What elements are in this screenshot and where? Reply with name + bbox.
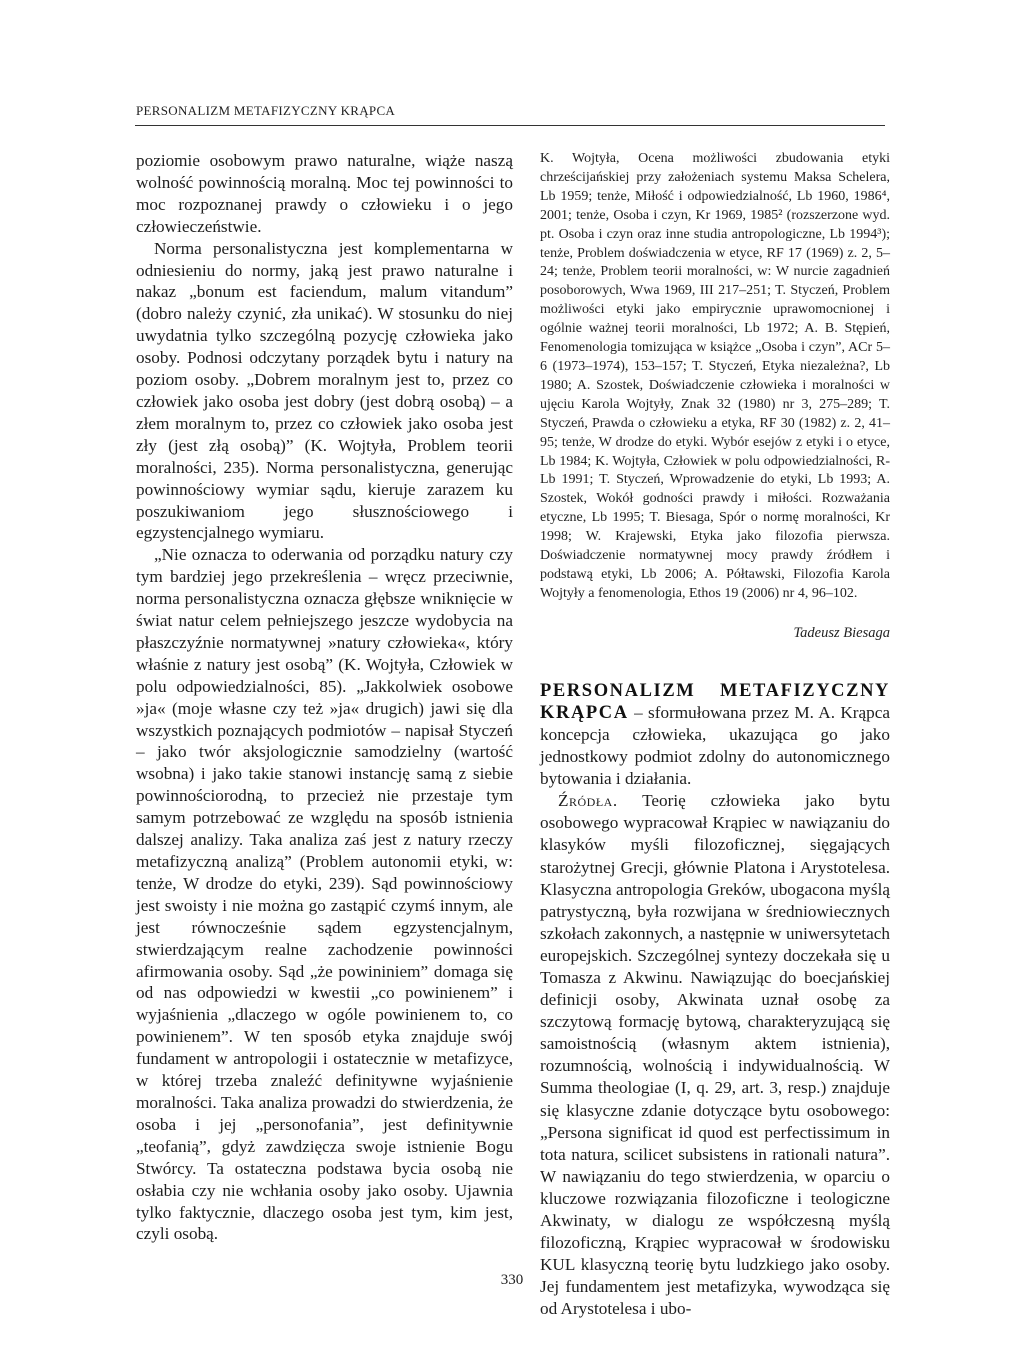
article-author: Tadeusz Biesaga	[793, 624, 890, 641]
encyclopedia-entry	[540, 680, 890, 1321]
sources-label: Źródła.	[558, 791, 618, 811]
paragraph: Norma personalistyczna jest komplementarna w odniesieniu do normy, jaką jest prawo naturalne i nakaz „bonum est faciendum, malum vitandum” (dobro należy czynić, zła unikać). W stosunku do niej uwydatnia tylko szczególną pozycję człowieka jako osoby. Podnosi odczytany porządek bytu i natury na poziom osoby. „Dobrem moralnym jest to, przez co człowiek jako osoba jest dobry (jest dobrą osobą) – a złem moralnym to, przez co człowiek jako osoba jest zły (jest złą osobą)” (K. Wojtyła, Problem teorii moralności, 235). Norma personalistyczna, generując powinnościowy wymiar sądu, kieruje zarazem ku poszukiwaniom jego słusznościowego i egzystencjalnego wymiaru.	[136, 238, 513, 543]
page-number: 330	[500, 1272, 524, 1288]
left-column	[136, 150, 513, 1245]
paragraph: poziomie osobowym prawo naturalne, wiąże naszą wolność powinnością moralną. Moc tej powinności to moc rozpoznanej prawdy o człowieku i o jego człowieczeństwie.	[136, 151, 513, 236]
paragraph: „Nie oznacza to oderwania od porządku natury czy tym bardziej jego przekreślenia – wręcz przeciwnie, norma personalistyczna oznacza głębsze wniknięcie w świat natur celem pełniejszego jeszcze wydobycia na płaszczyźnie normatywnej »natury człowieka«, który właśnie z natury jest osobą” (K. Wojtyła, Człowiek w polu odpowiedzialności, 85). „Jakkolwiek osobowe »ja« (moje własne czy też »ja« drugich) jawi się dla wszystkich poznających podmiotów – napisał Styczeń – jako twór aksjologicznie samodzielny (wartość wsobna) i jako takie stanowi instancję samą z siebie powinnościorodną, to przecież nie przestaje tym samym potrzebować ze względu na sposób istnienia dalszej analizy. Taka analiza zaś jest z natury rzeczy metafizyczną analizą” (Problem autonomii etyki, w: tenże, W drodze do etyki, 239). Sąd powinnościowy jest swoisty i nie można go zastąpić czymś innym, ale jest równocześnie sądem egzystencjalnym, stwierdzającym realne zachodzenie powinności afirmowania osoby. Sąd „że powininiem” domaga się od nas odpowiedzi w kwestii „co powinienem” i wyjaśnienia „dlaczego w ogóle powinienem to, co powinienem”. W ten sposób etyka znajduje swój fundament w antropologii i ostatecznie w metafizyce, w której trzeba znaleźć definitywne wyjaśnienie moralności. Taka analiza prowadzi do stwierdzenia, że osoba i jej „personofania”, jest definitywnie „teofanią”, gdyż zawdzięcza swoje istnienie Bogu Stwórcy. Ta ostateczna podstawa bycia osobą nie osłabia czy nie wchłania osoby jako osoby. Ujawnia tylko faktycznie, dlaczego osoba jest tym, kim jest, czyli osobą.	[136, 545, 513, 1244]
entry-lead	[540, 680, 890, 790]
right-column	[540, 150, 890, 1320]
sources-text: Teorię człowieka jako bytu osobowego wypracował Krąpiec w nawiązaniu do klasyków myśli filozoficznej, sięgających starożytnej Grecji, głównie Platona i Arystotelesa. Klasyczna antropologia Greków, ubogacona myślą patrystyczną, była rozwijana w średniowiecznych szkołach zakonnych, a następnie w uniwersytetach europejskich. Szczególnej syntezy doczekała się u Tomasza z Akwinu. Nawiązując do boecjańskiej definicji osoby, Akwinata uznał osobę za szczytową formację bytową, charakteryzującą się samoistnością (własnym aktem istnienia), rozumnością, wolnością i indywidualnością. W Summa theologiae (I, q. 29, art. 3, resp.) znajduje się klasyczne zdanie dotyczące bytu osobowego: „Persona significat id quod est perfectissimum in tota natura, scilicet subsistens in rationali natura”. W nawiązaniu do tego stwierdzenia, w oparciu o kluczowe rozwiązania filozoficzne i teologiczne Akwinaty, w dialogu ze współczesną myślą filozoficzną, Krąpiec wypracował w środowisku KUL klasyczną teorię bytu ludzkiego jako osoby. Jej fundamentem jest metafizyka, wywodząca się od Arystotelesa i ubo-	[540, 791, 890, 1319]
header-rule	[135, 125, 885, 126]
entry-definition: – sformułowana przez M. A. Krąpca koncepcja człowieka, ukazująca go jako jednostkowy podmiot zdolny do autonomicznego bytowania i działania.	[540, 702, 890, 789]
entry-sources	[540, 790, 890, 1320]
bibliography: K. Wojtyła, Ocena możliwości zbudowania etyki chrześcijańskiej przy założeniach systemu Maksa Schelera, Lb 1959; tenże, Miłość i odpowiedzialność, Lb 1960, 1986⁴, 2001; tenże, Osoba i czyn, Kr 1969, 1985² (rozszerzone wyd. pt. Osoba i czyn oraz inne studia antropologiczne, Lb 1994³); tenże, Problem doświadczenia w etyce, RF 17 (1969) z. 2, 5–24; tenże, Problem teorii moralności, w: W nurcie zagadnień posoborowych, Wwa 1969, III 217–251; T. Styczeń, Problem możliwości etyki jako empirycznie uprawomocnionej i ogólnie ważnej teorii moralności, Lb 1972; A. B. Stępień, Fenomenologia tomizująca w książce „Osoba i czyn”, ACr 5–6 (1973–1974), 153–157; T. Styczeń, Etyka niezależna?, Lb 1980; A. Szostek, Doświadczenie człowieka i moralności w ujęciu Karola Wojtyły, Znak 32 (1980) nr 3, 275–289; T. Styczeń, Prawda o człowieku a etyka, RF 30 (1982) z. 2, 41–95; tenże, W drodze do etyki. Wybór esejów z etyki i o etyce, Lb 1984; K. Wojtyła, Człowiek w polu odpowiedzialności, R-Lb 1991; T. Styczeń, Wprowadzenie do etyki, Lb 1993; A. Szostek, Wokół godności prawdy i miłości. Rozważania etyczne, Lb 1995; T. Biesaga, Spór o normę moralności, Kr 1998; W. Krajewski, Etyka jako filozofia pierwsza. Doświadczenie normatywnej mocy prawdy źródłem i podstawą etyki, Lb 2006; A. Półtawski, Filozofia Karola Wojtyły a fenomenologia, Ethos 19 (2006) nr 4, 96–102.	[540, 151, 890, 601]
entry-headword: PERSONALIZM METAFIZYCZNY KRĄPCA	[540, 680, 890, 723]
running-head: PERSONALIZM METAFIZYCZNY KRĄPCA	[136, 103, 396, 118]
